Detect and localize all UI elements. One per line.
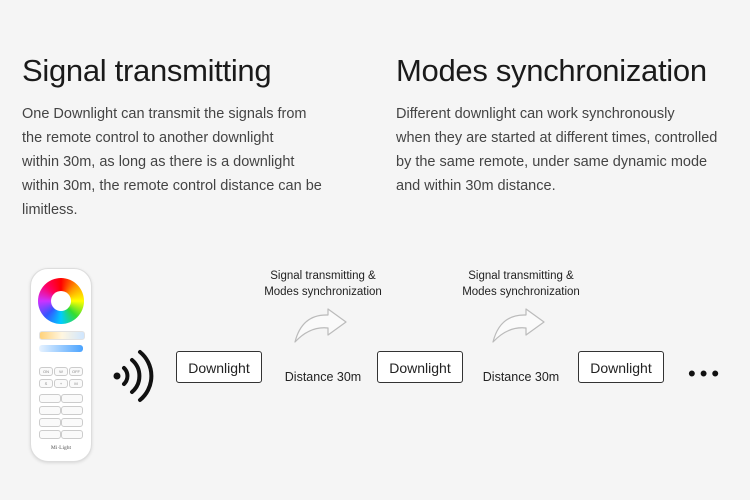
signal-transmitting-section	[22, 52, 362, 222]
remote-zone-button	[61, 394, 83, 403]
remote-button: OFF	[69, 367, 83, 376]
remote-zone-button	[39, 418, 61, 427]
distance-label: Distance 30m	[482, 370, 560, 384]
modes-synchronization-text	[396, 102, 736, 198]
remote-zone-button	[61, 418, 83, 427]
curved-arrow-icon	[292, 306, 354, 346]
curved-arrow-icon	[490, 306, 552, 346]
remote-button: M	[69, 379, 83, 388]
text-line: One Downlight can transmit the signals from	[22, 106, 307, 122]
ellipsis: •••	[688, 361, 724, 386]
remote-zone-button	[61, 406, 83, 415]
remote-zone-row	[39, 418, 83, 427]
text-line: within 30m, as long as there is a downlight	[22, 154, 295, 170]
text-line: limitless.	[22, 202, 78, 218]
brand-logo: Mi·Light	[50, 445, 72, 451]
remote-button: ON	[39, 367, 53, 376]
brightness-bar	[39, 345, 83, 352]
color-temperature-bar	[39, 331, 85, 340]
text-line: when they are started at different times, controlled	[396, 130, 718, 146]
caption-line: Signal transmitting &	[468, 270, 574, 282]
remote-control-image	[30, 268, 92, 462]
signal-transmitting-title: Signal transmitting	[22, 53, 272, 88]
text-line: the remote control to another downlight	[22, 130, 274, 146]
remote-zone-button	[61, 430, 83, 439]
signal-caption	[451, 268, 591, 300]
modes-synchronization-section	[396, 52, 736, 198]
downlight-box: Downlight	[578, 351, 664, 383]
remote-zone-row	[39, 406, 83, 415]
remote-zone-button	[39, 406, 61, 415]
caption-line: Modes synchronization	[462, 286, 580, 298]
remote-zone-button	[39, 430, 61, 439]
downlight-box: Downlight	[377, 351, 463, 383]
remote-button-row	[39, 379, 83, 388]
remote-button-row	[39, 367, 83, 376]
remote-button: S	[39, 379, 53, 388]
distance-label: Distance 30m	[284, 370, 362, 384]
signal-transmitting-text	[22, 102, 362, 222]
remote-button: +	[54, 379, 68, 388]
text-line: by the same remote, under same dynamic mode	[396, 154, 708, 170]
downlight-box: Downlight	[176, 351, 262, 383]
color-wheel	[38, 278, 84, 324]
text-line: within 30m, the remote control distance can be	[22, 178, 322, 194]
signal-caption	[253, 268, 393, 300]
remote-button: W	[54, 367, 68, 376]
caption-line: Modes synchronization	[264, 286, 382, 298]
text-line: Different downlight can work synchronously	[396, 106, 675, 122]
wireless-signal-icon	[110, 346, 160, 406]
remote-zone-row	[39, 394, 83, 403]
modes-synchronization-title: Modes synchronization	[396, 53, 707, 88]
remote-zone-button	[39, 394, 61, 403]
text-line: and within 30m distance.	[396, 178, 556, 194]
remote-zone-row	[39, 430, 83, 439]
caption-line: Signal transmitting &	[270, 270, 376, 282]
